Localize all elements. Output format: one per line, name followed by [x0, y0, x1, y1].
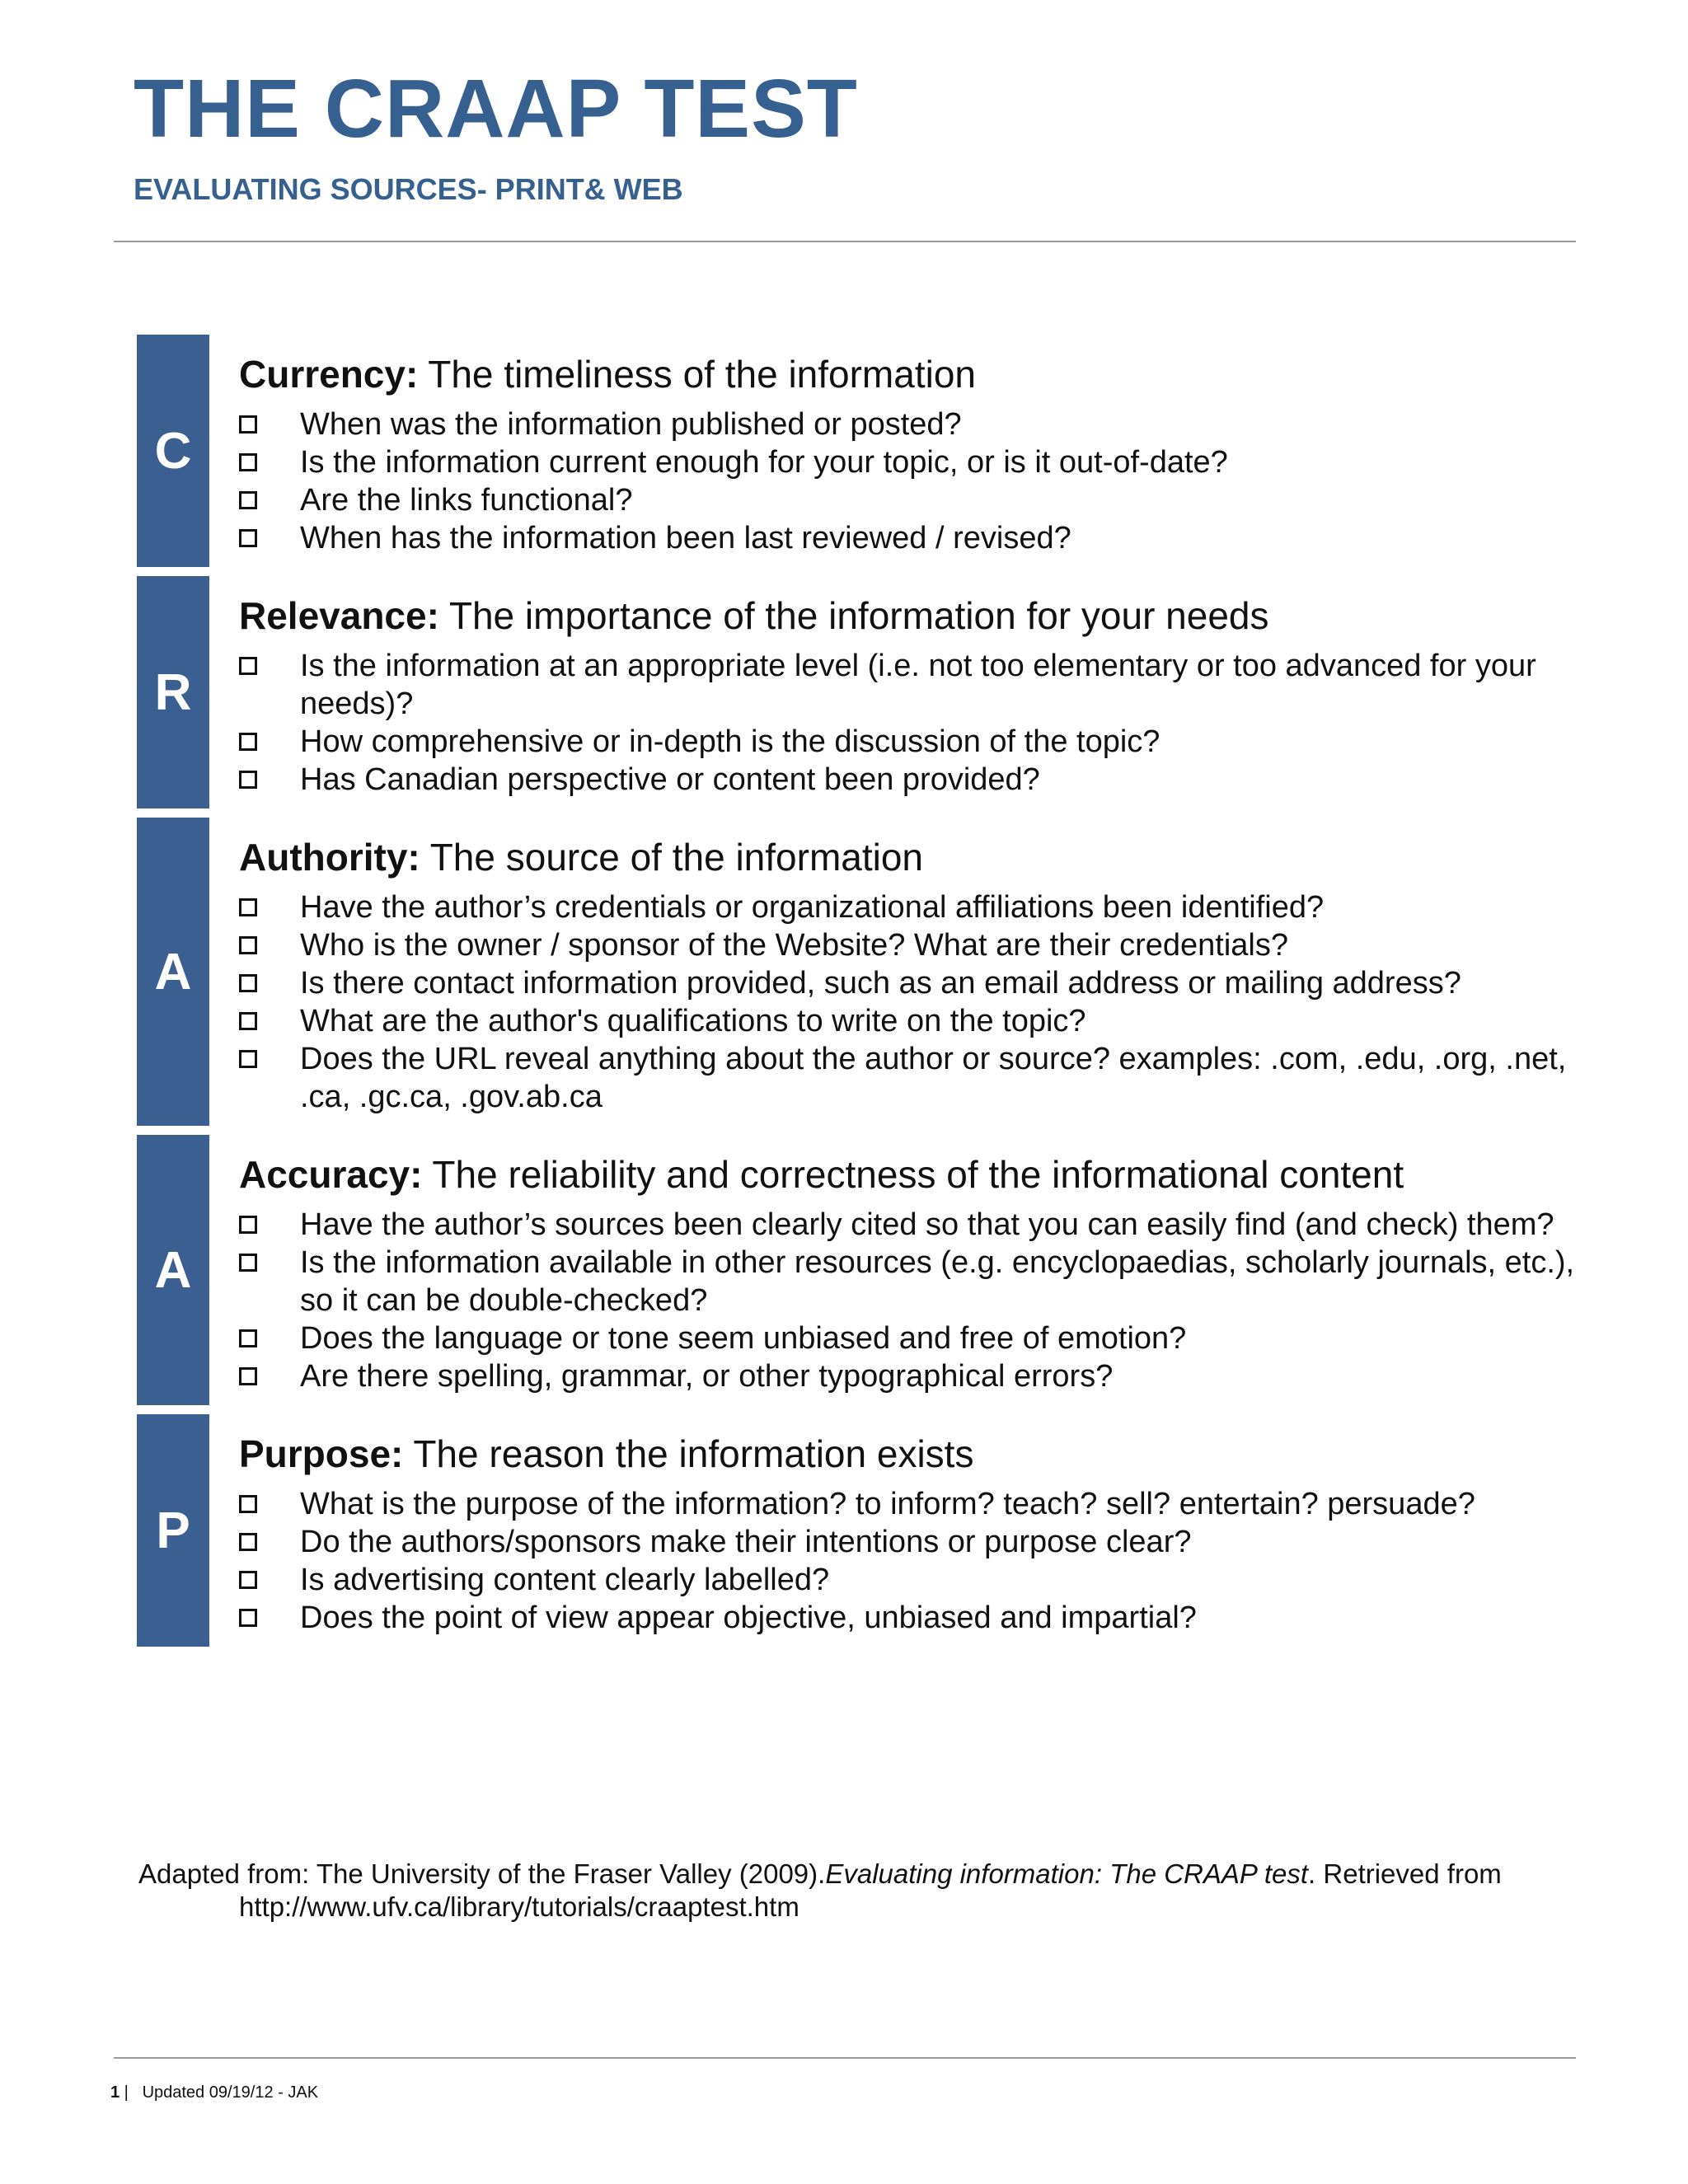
citation-suffix: . Retrieved from	[1308, 1858, 1502, 1889]
question-text: What is the purpose of the information? to inform? teach? sell? entertain? persuade?	[300, 1487, 1475, 1521]
page-footer	[110, 2083, 318, 2102]
question-text: Do the authors/sponsors make their intentions or purpose clear?	[300, 1525, 1192, 1559]
checkbox-icon[interactable]	[239, 1571, 257, 1589]
section-description: The timeliness of the information	[418, 353, 976, 396]
footer-separator: |	[120, 2083, 129, 2102]
citation-prefix: Adapted from: The University of the Fraser Valley (2009).	[138, 1858, 826, 1889]
section-heading	[239, 1431, 1579, 1477]
checkbox-icon[interactable]	[239, 1609, 257, 1627]
question-text: Are the links functional?	[300, 483, 633, 518]
question-text: Has Canadian perspective or content been provided?	[300, 762, 1040, 797]
section-term: Relevance:	[239, 594, 439, 637]
checklist-item	[239, 1319, 1579, 1357]
section-content	[137, 818, 1579, 1126]
section-heading	[239, 351, 1579, 397]
page-number: 1	[110, 2083, 120, 2102]
checkbox-icon[interactable]	[239, 491, 257, 509]
question-text: Have the author’s sources been clearly cited so that you can easily find (and check) them?	[300, 1207, 1554, 1242]
checkbox-icon[interactable]	[239, 936, 257, 954]
citation-url: http://www.ufv.ca/library/tutorials/craaptest.htm	[239, 1891, 799, 1922]
question-list	[239, 1485, 1579, 1637]
checkbox-icon[interactable]	[239, 1329, 257, 1347]
question-text: Have the author’s credentials or organizational affiliations been identified?	[300, 890, 1325, 925]
checklist-item	[239, 1357, 1579, 1395]
question-text: How comprehensive or in-depth is the discussion of the topic?	[300, 724, 1160, 759]
checklist-item	[239, 1523, 1579, 1561]
question-text: When has the information been last reviewed / revised?	[300, 521, 1071, 555]
question-list	[239, 405, 1579, 557]
checklist-item	[239, 1002, 1579, 1040]
checklist-item	[239, 1206, 1579, 1244]
checklist-item	[239, 405, 1579, 443]
checklist-item	[239, 481, 1579, 519]
section-content	[137, 1135, 1579, 1405]
checkbox-icon[interactable]	[239, 974, 257, 992]
checkbox-icon[interactable]	[239, 1216, 257, 1234]
question-text: Does the URL reveal anything about the author or source? examples: .com, .edu, .org, .net, .ca, .gc.ca, .gov.ab.ca	[300, 1042, 1567, 1114]
section-term: Purpose:	[239, 1432, 404, 1475]
section-accuracy	[137, 1135, 1579, 1405]
checklist-item	[239, 926, 1579, 964]
question-text: When was the information published or posted?	[300, 407, 962, 442]
question-text: Does the point of view appear objective, unbiased and impartial?	[300, 1601, 1197, 1635]
checkbox-icon[interactable]	[239, 771, 257, 789]
header-divider	[114, 241, 1576, 242]
section-heading	[239, 834, 1579, 880]
section-letter: A	[137, 1135, 209, 1405]
section-purpose	[137, 1414, 1579, 1647]
question-text: Is there contact information provided, such as an email address or mailing address?	[300, 966, 1461, 1001]
checkbox-icon[interactable]	[239, 529, 257, 547]
section-authority	[137, 818, 1579, 1126]
checkbox-icon[interactable]	[239, 1050, 257, 1068]
question-text: Is advertising content clearly labelled?	[300, 1563, 830, 1597]
section-description: The source of the information	[420, 836, 924, 879]
checkbox-icon[interactable]	[239, 1495, 257, 1513]
section-relevance	[137, 576, 1579, 808]
checklist-item	[239, 888, 1579, 926]
question-text: Who is the owner / sponsor of the Website? What are their credentials?	[300, 928, 1289, 963]
citation	[138, 1858, 1589, 1924]
section-term: Authority:	[239, 836, 420, 879]
page-subtitle: EVALUATING SOURCES- PRINT& WEB	[134, 172, 683, 206]
section-letter: A	[137, 818, 209, 1126]
checklist-item	[239, 1244, 1579, 1319]
checklist-item	[239, 519, 1579, 557]
section-description: The reliability and correctness of the informational content	[422, 1153, 1404, 1196]
section-term: Accuracy:	[239, 1153, 423, 1196]
checklist-item	[239, 1599, 1579, 1637]
section-currency	[137, 335, 1579, 567]
question-text: Is the information current enough for your topic, or is it out-of-date?	[300, 445, 1228, 480]
citation-title: Evaluating information: The CRAAP test	[825, 1858, 1309, 1889]
footer-divider	[114, 2057, 1576, 2059]
question-text: Are there spelling, grammar, or other typographical errors?	[300, 1359, 1114, 1394]
checkbox-icon[interactable]	[239, 657, 257, 675]
section-term: Currency:	[239, 353, 419, 396]
section-content	[137, 1414, 1579, 1647]
question-text: Is the information at an appropriate level (i.e. not too elementary or too advanced for your needs)?	[300, 649, 1536, 721]
section-heading	[239, 593, 1579, 639]
checklist-item	[239, 1040, 1579, 1116]
question-list	[239, 888, 1579, 1116]
section-content	[137, 335, 1579, 567]
checklist-item	[239, 1561, 1579, 1599]
checklist-item	[239, 761, 1579, 799]
question-text: What are the author's qualifications to write on the topic?	[300, 1004, 1086, 1038]
question-list	[239, 1206, 1579, 1395]
checkbox-icon[interactable]	[239, 898, 257, 916]
page-title: THE CRAAP TEST	[134, 63, 858, 155]
checkbox-icon[interactable]	[239, 1012, 257, 1030]
question-list	[239, 647, 1579, 799]
checklist-item	[239, 443, 1579, 481]
checkbox-icon[interactable]	[239, 415, 257, 434]
section-heading	[239, 1151, 1579, 1197]
section-content	[137, 576, 1579, 808]
checklist-item	[239, 964, 1579, 1002]
checkbox-icon[interactable]	[239, 1367, 257, 1385]
checkbox-icon[interactable]	[239, 1254, 257, 1272]
checklist-item	[239, 647, 1579, 723]
section-letter: P	[137, 1414, 209, 1647]
checklist-item	[239, 1485, 1579, 1523]
section-description: The importance of the information for your needs	[438, 594, 1269, 637]
checklist-item	[239, 723, 1579, 761]
question-text: Does the language or tone seem unbiased and free of emotion?	[300, 1321, 1187, 1356]
updated-note: Updated 09/19/12 - JAK	[142, 2083, 319, 2102]
question-text: Is the information available in other resources (e.g. encyclopaedias, scholarly journals, etc.), so it can be double-checked?	[300, 1245, 1575, 1318]
section-description: The reason the information exists	[403, 1432, 974, 1475]
craap-sections	[137, 335, 1579, 1656]
checkbox-icon[interactable]	[239, 733, 257, 751]
section-letter: R	[137, 576, 209, 808]
checkbox-icon[interactable]	[239, 1533, 257, 1551]
section-letter: C	[137, 335, 209, 567]
checkbox-icon[interactable]	[239, 453, 257, 471]
